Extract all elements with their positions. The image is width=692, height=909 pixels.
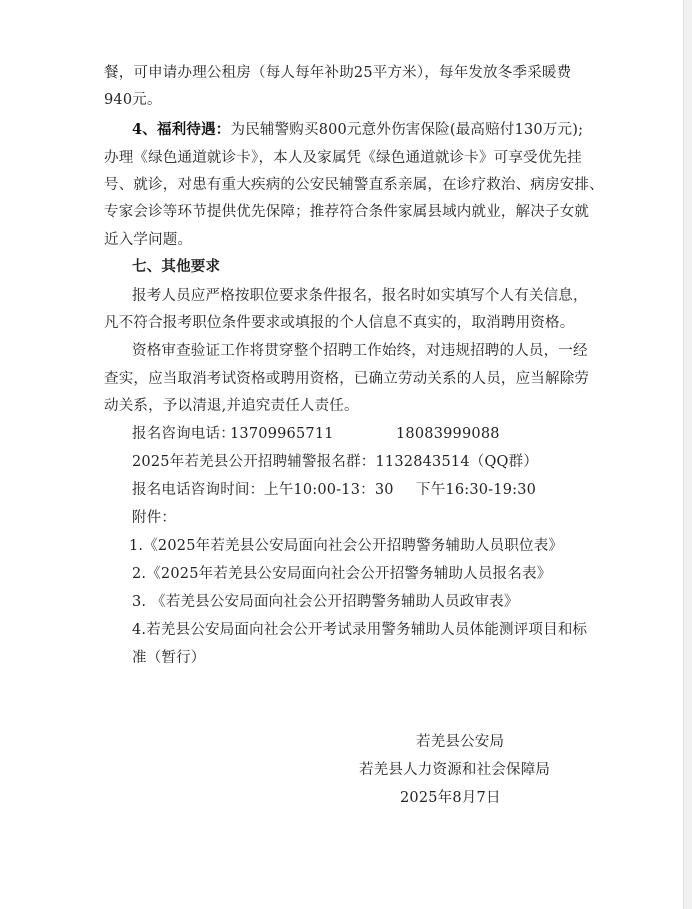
hours-afternoon: 下午16:30-19:30 (416, 482, 537, 498)
paragraph-line: 办理《绿色通道就诊卡》，本人及家属凭《绿色通道就诊卡》可享受优先挂 (104, 150, 582, 166)
paragraph-line: 资格审查验证工作将贯穿整个招聘工作始终，对违规招聘的人员，一经 (132, 343, 588, 359)
paragraph-line: 报考人员应严格按职位要求条件报名，报名时如实填写个人有关信息， (132, 288, 588, 304)
paragraph-line: 专家会诊等环节提供优先保障；推荐符合条件家属县域内就业，解决子女就 (104, 204, 590, 220)
attachment-item: 1.《2025年若羌县公安局面向社会公开招聘警务辅助人员职位表》 (129, 538, 564, 554)
attachment-item: 4.若羌县公安局面向社会公开考试录用警务辅助人员体能测评项目和标 (132, 622, 588, 638)
paragraph-line: 凡不符合报考职位条件要求或填报的个人信息不真实的，取消聘用资格。 (104, 315, 575, 331)
attachment-item: 2.《2025年若羌县公安局面向社会公开招警务辅助人员报名表》 (132, 566, 552, 582)
scrollbar[interactable] (683, 0, 692, 909)
paragraph-line: 动关系，予以清退,并追究责任人责任。 (104, 398, 359, 414)
attachment-item: 准（暂行） (132, 650, 206, 666)
attachment-item: 3. 《若羌县公安局面向社会公开招聘警务辅助人员政审表》 (132, 594, 519, 610)
document-date: 2025年8月7日 (400, 790, 501, 806)
signatory-police-bureau: 若羌县公安局 (416, 734, 505, 750)
qq-group-line: 2025年若羌县公开招聘辅警报名群：1132843514（QQ群） (132, 454, 539, 470)
hours-morning: 上午10:00-13：30 (264, 482, 394, 498)
welfare-heading: 4、福利待遇： (132, 121, 231, 138)
attachments-label: 附件： (132, 510, 177, 526)
phone-number-2: 18083999088 (396, 426, 500, 442)
hours-label: 报名电话咨询时间： (132, 482, 265, 498)
phone-label: 报名咨询电话： (132, 426, 235, 442)
paragraph-line: 号、就诊，对患有重大疾病的公安民辅警直系亲属，在诊疗救治、病房安排、 (104, 177, 604, 193)
paragraph-line: 940元。 (104, 92, 162, 108)
paragraph-line: 近入学问题。 (104, 232, 193, 248)
welfare-text: 为民辅警购买800元意外伤害保险(最高赔付130万元); (230, 122, 584, 138)
section-heading: 七、其他要求 (132, 259, 221, 275)
paragraph-line: 餐，可申请办理公租房（每人每年补助25平方米），每年发放冬季采暖费 (104, 65, 572, 81)
signatory-hr-bureau: 若羌县人力资源和社会保障局 (359, 762, 551, 778)
phone-number-1: 13709965711 (230, 426, 334, 442)
paragraph-line (132, 121, 583, 139)
paragraph-line: 查实，应当取消考试资格或聘用资格，已确立劳动关系的人员，应当解除劳 (104, 371, 590, 387)
